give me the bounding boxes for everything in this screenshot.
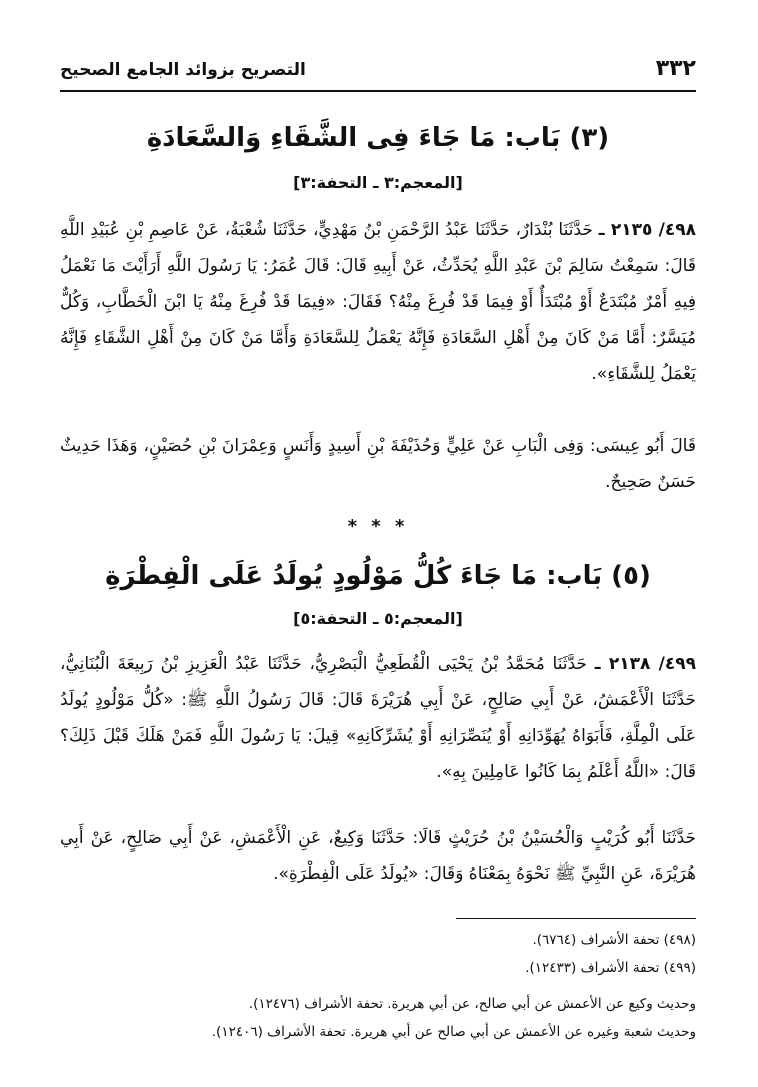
commentary-paragraph: حَدَّثَنَا أَبُو كُرَيْبٍ وَالْحُسَيْنُ بْنُ حُرَيْثٍ قَالَا: حَدَّثَنَا وَكِيعٌ، عَنِ الْأَعْمَشِ، عَنْ أَبِي صَالِحٍ، عَنْ أَبِي هُرَيْرَةَ، عَنِ النَّبِيِّ ﷺ نَحْوَهُ بِمَعْنَاهُ وَقَالَ: «يُولَدُ عَلَى الْفِطْرَةِ». (60, 828, 696, 884)
hadith-paragraph (60, 212, 696, 392)
hadith-number: ٤٩٩/ ٢١٣٨ ـ (594, 654, 696, 674)
hadith-text: حَدَّثَنَا مُحَمَّدُ بْنُ يَحْيَى الْقُطَعِيُّ الْبَصْرِيُّ، حَدَّثَنَا عَبْدُ الْعَزِيزِ بْنُ رَبِيعَةَ الْبُنَانِيُّ، حَدَّثَنَا الْأَعْمَشُ، عَنْ أَبِي صَالِحٍ، عَنْ أَبِي هُرَيْرَةَ قَالَ: قَالَ رَسُولُ اللَّهِ ﷺ: «كُلُّ مَوْلُودٍ يُولَدُ عَلَى الْمِلَّةِ، فَأَبَوَاهُ يُهَوِّدَانِهِ أَوْ يُنَصِّرَانِهِ أَوْ يُشَرِّكَانِهِ» قِيلَ: يَا رَسُولَ اللَّهِ فَمَنْ هَلَكَ قَبْلَ ذَلِكَ؟ قَالَ: «اللَّهُ أَعْلَمُ بِمَا كَانُوا عَامِلِينَ بِهِ». (60, 654, 696, 782)
footnote: وحديث شعبة وغيره عن الأعمش عن أبي صالح عن أبي هريرة. تحفة الأشراف (١٢٤٠٦). (211, 1024, 696, 1040)
header-rule (60, 90, 696, 92)
hadith-number: ٤٩٨/ ٢١٣٥ ـ (598, 220, 696, 240)
hadith-text: حَدَّثَنَا بُنْدَارٌ، حَدَّثَنَا عَبْدُ الرَّحْمَنِ بْنُ مَهْدِيٍّ، حَدَّثَنَا شُعْبَةُ، عَنْ عَاصِمِ بْنِ عُبَيْدِ اللَّهِ قَالَ: سَمِعْتُ سَالِمَ بْنَ عَبْدِ اللَّهِ يُحَدِّثُ، عَنْ أَبِيهِ قَالَ: قَالَ عُمَرُ: يَا رَسُولَ اللَّهِ أَرَأَيْتَ مَا نَعْمَلُ فِيهِ أَمْرٌ مُبْتَدَعٌ أَوْ مُبْتَدَأٌ أَوْ فِيمَا قَدْ فُرِغَ مِنْهُ؟ فَقَالَ: «فِيمَا قَدْ فُرِغَ مِنْهُ يَا ابْنَ الْخَطَّابِ، وَكُلٌّ مُيَسَّرٌ: أَمَّا مَنْ كَانَ مِنْ أَهْلِ السَّعَادَةِ فَإِنَّهُ يَعْمَلُ لِلسَّعَادَةِ وَأَمَّا مَنْ كَانَ مِنْ أَهْلِ الشَّقَاءِ فَإِنَّهُ يَعْمَلُ لِلشَّقَاءِ». (60, 220, 696, 384)
footnote: (٤٩٨) تحفة الأشراف (٦٧٦٤). (532, 932, 696, 948)
running-header (60, 56, 696, 90)
hadith-paragraph (60, 646, 696, 790)
book-title: التصريح بزوائد الجامع الصحيح (60, 60, 306, 80)
chapter-reference: [المعجم:٣ ـ التحفة:٣] (293, 173, 463, 192)
chapter-heading: (٣) بَاب: مَا جَاءَ فِى الشَّقَاءِ وَالسَّعَادَةِ (146, 123, 610, 153)
page-number: ٣٣٢ (655, 56, 696, 81)
chapter-reference: [المعجم:٥ ـ التحفة:٥] (293, 609, 463, 628)
commentary-paragraph: قَالَ أَبُو عِيسَى: وَفِى الْبَابِ عَنْ عَلِيٍّ وَحُذَيْفَةَ بْنِ أَسِيدٍ وَأَنَسٍ وَعِمْرَانَ بْنِ حُصَيْنٍ، وَهَذَا حَدِيثٌ حَسَنٌ صَحِيحٌ. (60, 436, 696, 492)
footnotes (60, 926, 696, 1046)
footnote: وحديث وكيع عن الأعمش عن أبي صالح، عن أبي هريرة. تحفة الأشراف (١٢٤٧٦). (248, 996, 696, 1012)
footnote: (٤٩٩) تحفة الأشراف (١٢٤٣٣). (525, 960, 696, 976)
footnote-rule (456, 918, 696, 919)
chapter-heading: (٥) بَاب: مَا جَاءَ كُلُّ مَوْلُودٍ يُولَدُ عَلَى الْفِطْرَةِ (105, 561, 651, 591)
section-separator: * * * (347, 516, 409, 537)
